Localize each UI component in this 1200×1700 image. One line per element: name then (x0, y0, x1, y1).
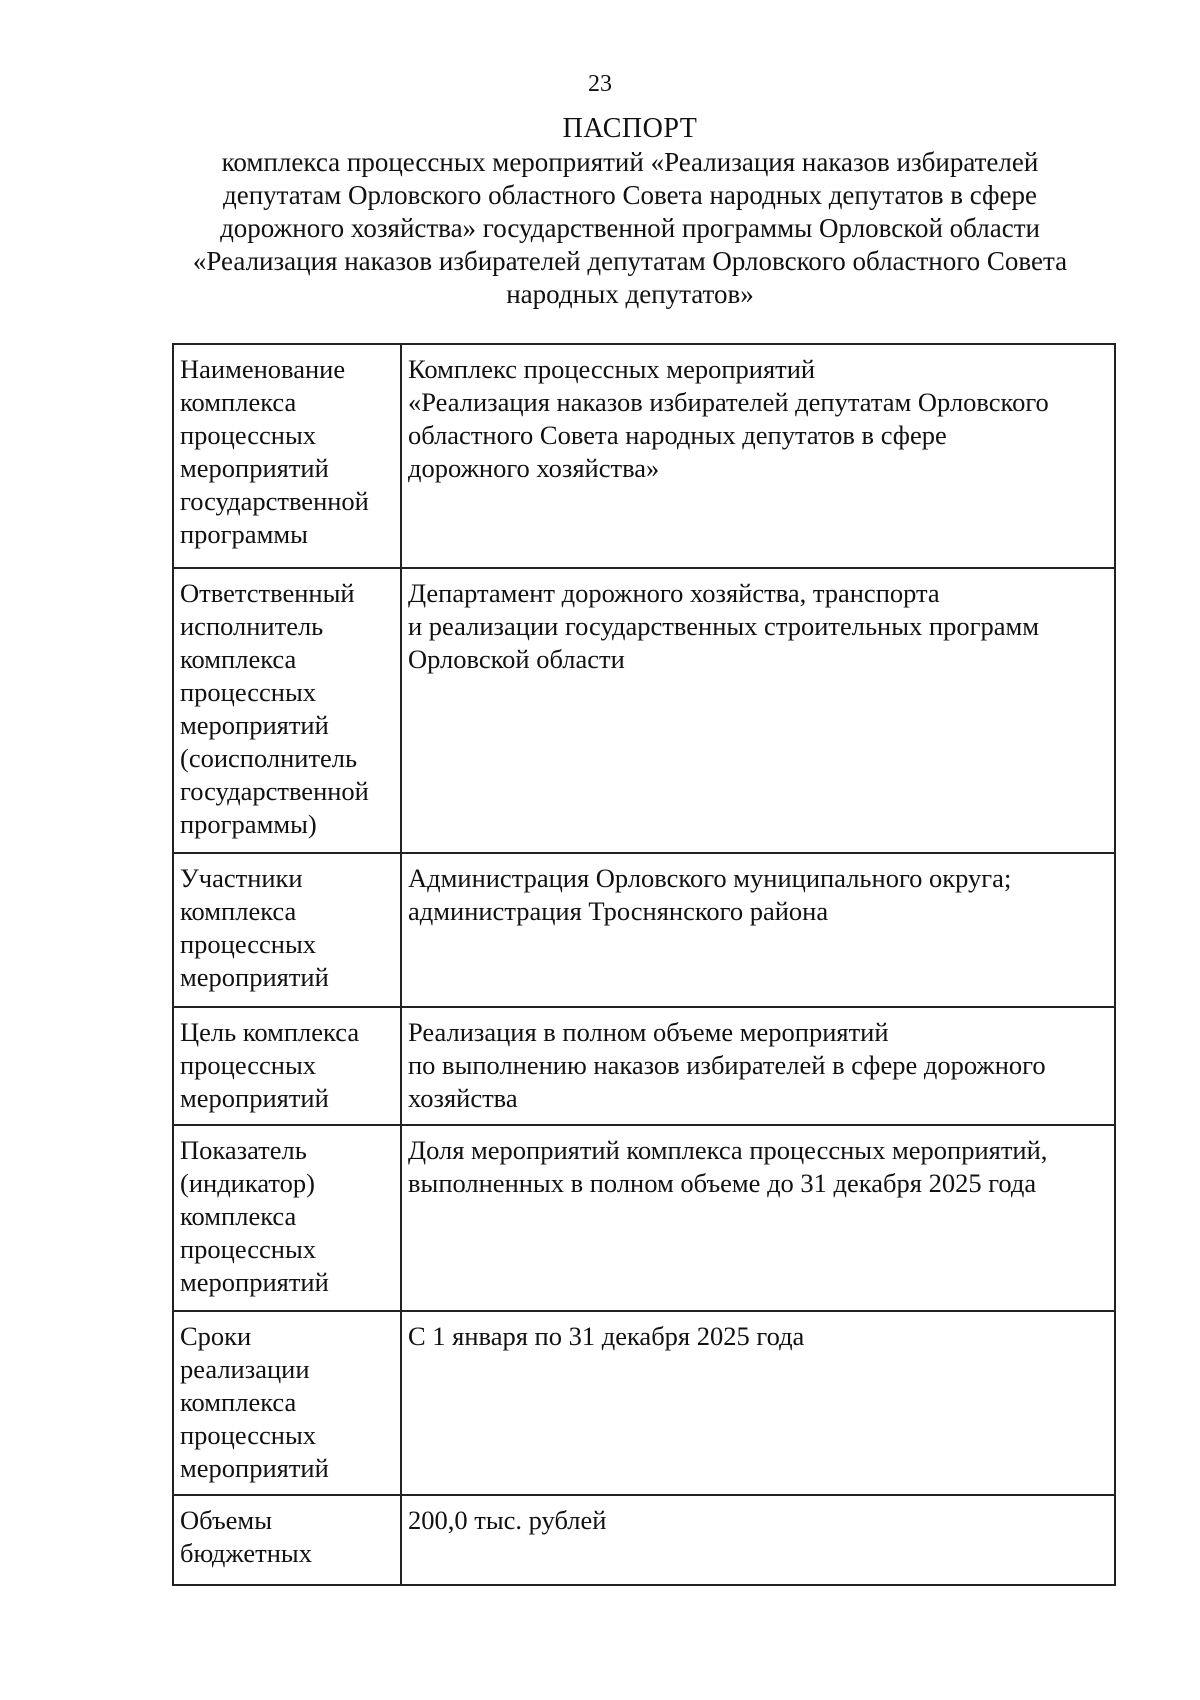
label-line: Наименование (180, 354, 346, 384)
label-line: мероприятий (180, 962, 329, 992)
label-line: процессных (180, 929, 317, 959)
label-line: процессных (180, 677, 317, 707)
label-line: реализации (180, 1354, 310, 1384)
label-line: Участники (180, 863, 303, 893)
label-line: комплекса (180, 1201, 297, 1231)
row-label-cell (173, 1007, 401, 1125)
value-line: выполненных в полном объеме до 31 декабря 2025 года (408, 1168, 1037, 1198)
label-line: мероприятий (180, 1267, 329, 1297)
label-line: Объемы (180, 1505, 272, 1535)
label-line: мероприятий (180, 710, 329, 740)
value-line: и реализации государственных строительных программ (408, 611, 1040, 641)
table-row (173, 1125, 1115, 1311)
subtitle-line: дорожного хозяйства» государственной программы Орловской области (220, 213, 1040, 243)
label-line: мероприятий (180, 453, 329, 483)
value-line: по выполнению наказов избирателей в сфере дорожного (408, 1050, 1046, 1080)
row-label-cell (173, 568, 401, 853)
label-line: процессных (180, 1050, 317, 1080)
subtitle-line: комплекса процессных мероприятий «Реализация наказов избирателей (221, 147, 1039, 177)
label-line: государственной (180, 776, 369, 806)
label-line: комплекса (180, 644, 297, 674)
value-line: Комплекс процессных мероприятий (408, 354, 816, 384)
value-line: «Реализация наказов избирателей депутатам Орловского (408, 387, 1049, 417)
row-label-cell (173, 853, 401, 1007)
passport-table (172, 343, 1116, 1586)
value-line: Орловской области (408, 644, 625, 674)
label-line: бюджетных (180, 1538, 312, 1568)
value-line: С 1 января по 31 декабря 2025 года (408, 1321, 805, 1351)
label-line: комплекса (180, 387, 297, 417)
document-header (150, 112, 1110, 311)
label-line: Цель комплекса (180, 1017, 360, 1047)
value-line: 200,0 тыс. рублей (408, 1505, 607, 1535)
subtitle-line: «Реализация наказов избирателей депутатам Орловского областного Совета (192, 246, 1068, 276)
value-line: дорожного хозяйства» (408, 453, 660, 483)
row-value-cell (401, 1495, 1115, 1585)
table-row (173, 1495, 1115, 1585)
row-value-cell (401, 1007, 1115, 1125)
subtitle-line: депутатам Орловского областного Совета народных депутатов в сфере (222, 180, 1037, 210)
value-line: областного Совета народных депутатов в сфере (408, 420, 947, 450)
row-label-cell (173, 1495, 401, 1585)
label-line: мероприятий (180, 1083, 329, 1113)
table-row (173, 1311, 1115, 1495)
document-title: ПАСПОРТ (562, 113, 698, 144)
value-line: Департамент дорожного хозяйства, транспорта (408, 578, 940, 608)
page-number: 23 (588, 71, 612, 97)
row-value-cell (401, 853, 1115, 1007)
label-line: Ответственный (180, 578, 355, 608)
value-line: Администрация Орловского муниципального округа; (408, 863, 1012, 893)
label-line: Показатель (180, 1135, 307, 1165)
subtitle-line: народных депутатов» (506, 279, 754, 309)
label-line: государственной (180, 486, 369, 516)
row-label-cell (173, 344, 401, 568)
label-line: (соисполнитель (180, 743, 358, 773)
document-subtitle (150, 146, 1110, 311)
row-label-cell (173, 1311, 401, 1495)
label-line: Сроки (180, 1321, 252, 1351)
row-value-cell (401, 1125, 1115, 1311)
row-value-cell (401, 344, 1115, 568)
row-value-cell (401, 568, 1115, 853)
label-line: программы (180, 519, 308, 549)
label-line: процессных (180, 1420, 317, 1450)
label-line: (индикатор) (180, 1168, 315, 1198)
label-line: процессных (180, 1234, 317, 1264)
label-line: процессных (180, 420, 317, 450)
table-row (173, 568, 1115, 853)
table-row (173, 853, 1115, 1007)
table-row (173, 344, 1115, 568)
row-label-cell (173, 1125, 401, 1311)
value-line: хозяйства (408, 1083, 518, 1113)
value-line: Реализация в полном объеме мероприятий (408, 1017, 889, 1047)
label-line: мероприятий (180, 1453, 329, 1483)
table-row (173, 1007, 1115, 1125)
label-line: программы) (180, 809, 317, 839)
value-line: администрация Троснянского района (408, 896, 829, 926)
label-line: исполнитель (180, 611, 324, 641)
label-line: комплекса (180, 1387, 297, 1417)
value-line: Доля мероприятий комплекса процессных мероприятий, (408, 1135, 1048, 1165)
label-line: комплекса (180, 896, 297, 926)
row-value-cell (401, 1311, 1115, 1495)
